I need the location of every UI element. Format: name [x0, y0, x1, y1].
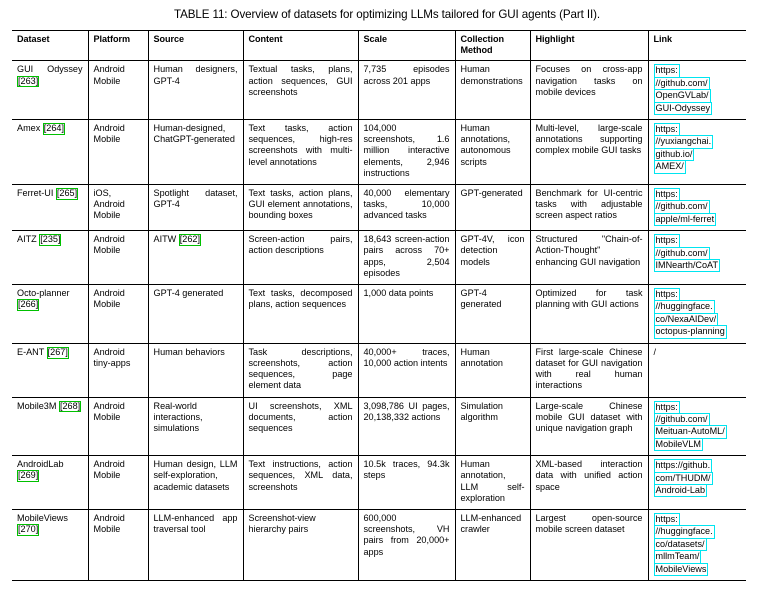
- cell-scale: 1,000 data points: [358, 285, 455, 344]
- cell-platform: Android Mobile: [88, 456, 148, 510]
- cell-platform: Android Mobile: [88, 120, 148, 185]
- dataset-link[interactable]: Android-Lab: [654, 484, 708, 497]
- cell-dataset: [12, 397, 88, 456]
- dataset-link[interactable]: //github.com/: [654, 200, 710, 213]
- cell-link: [648, 397, 746, 456]
- cell-highlight: First large-scale Chinese dataset for GUI navigation with real human interactions: [530, 343, 648, 397]
- cell-scale: 7,735 episodes across 201 apps: [358, 61, 455, 120]
- cell-link: [648, 456, 746, 510]
- citation-reference[interactable]: [263]: [18, 75, 39, 86]
- cell-highlight: Multi-level, large-scale annotations supporting complex mobile GUI tasks: [530, 120, 648, 185]
- cell-collection-method: GPT-4V, icon detection models: [455, 231, 530, 285]
- cell-link: [648, 285, 746, 344]
- dataset-link[interactable]: GUI-Odyssey: [654, 102, 713, 115]
- citation-reference[interactable]: [264]: [43, 123, 65, 134]
- citation-reference[interactable]: [266]: [18, 299, 39, 310]
- dataset-link[interactable]: MobileViews: [654, 563, 709, 576]
- column-header-highlight: Highlight: [530, 31, 648, 61]
- cell-scale: 18,643 screen-action pairs across 70+ apps, 2,504 episodes: [358, 231, 455, 285]
- cell-collection-method: Human annotation, LLM self-exploration: [455, 456, 530, 510]
- citation-reference[interactable]: [265]: [56, 188, 78, 199]
- cell-dataset: [12, 185, 88, 231]
- dataset-link[interactable]: https:: [654, 401, 680, 414]
- dataset-link[interactable]: mllmTeam/: [654, 550, 702, 563]
- cell-content: Text tasks, action sequences, high-res screenshots with multi-level annotations: [243, 120, 358, 185]
- dataset-name: Octo-planner: [17, 288, 70, 299]
- citation-reference[interactable]: [262]: [179, 234, 200, 245]
- cell-scale: 40,000+ traces, 10,000 action intents: [358, 343, 455, 397]
- cell-source: Human design, LLM self-exploration, academic datasets: [148, 456, 243, 510]
- table-row: [12, 397, 746, 456]
- dataset-link[interactable]: //huggingface.: [654, 525, 715, 538]
- datasets-table: [12, 30, 746, 581]
- dataset-name: MobileViews: [17, 512, 68, 523]
- cell-collection-method: Human annotations, autonomous scripts: [455, 120, 530, 185]
- cell-source: Spotlight dataset, GPT-4: [148, 185, 243, 231]
- table-row: [12, 120, 746, 185]
- cell-content: Screen-action pairs, action descriptions: [243, 231, 358, 285]
- dataset-link[interactable]: https:: [654, 123, 680, 136]
- cell-scale: 40,000 elementary tasks, 10,000 advanced tasks: [358, 185, 455, 231]
- cell-content: Text tasks, action plans, GUI element annotations, bounding boxes: [243, 185, 358, 231]
- table-container: [12, 30, 746, 581]
- cell-highlight: Large-scale Chinese mobile GUI dataset with unique navigation graph: [530, 397, 648, 456]
- dataset-link[interactable]: MobileVLM: [654, 438, 704, 451]
- table-header: [12, 31, 746, 61]
- table-row: [12, 509, 746, 580]
- cell-source: LLM-enhanced app traversal tool: [148, 509, 243, 580]
- cell-scale: 600,000 screenshots, VH pairs from 20,000+ apps: [358, 509, 455, 580]
- dataset-link[interactable]: https:: [654, 234, 680, 247]
- citation-reference[interactable]: [269]: [18, 470, 39, 481]
- cell-dataset: [12, 456, 88, 510]
- cell-collection-method: LLM-enhanced crawler: [455, 509, 530, 580]
- column-header-platform: Platform: [88, 31, 148, 61]
- cell-platform: Android Mobile: [88, 231, 148, 285]
- dataset-link[interactable]: https://github.: [654, 459, 713, 472]
- table-row: [12, 343, 746, 397]
- dataset-link[interactable]: Meituan-AutoML/: [654, 425, 727, 438]
- cell-link: [648, 231, 746, 285]
- column-header-source: Source: [148, 31, 243, 61]
- citation-reference[interactable]: [268]: [59, 400, 81, 411]
- cell-source: [148, 231, 243, 285]
- table-row: [12, 185, 746, 231]
- dataset-name: Mobile3M: [17, 400, 57, 411]
- cell-platform: Android tiny-apps: [88, 343, 148, 397]
- dataset-link[interactable]: //huggingface.: [654, 300, 715, 313]
- dataset-name: Ferret-UI: [17, 188, 54, 199]
- column-header-dataset: Dataset: [17, 34, 50, 44]
- dataset-link[interactable]: co/NexaAIDev/: [654, 313, 719, 326]
- column-header-scale: Scale: [358, 31, 455, 61]
- table-caption: TABLE 11: Overview of datasets for optimizing LLMs tailored for GUI agents (Part II).: [173, 8, 600, 21]
- dataset-link[interactable]: https:: [654, 64, 680, 77]
- dataset-link[interactable]: com/THUDM/: [654, 472, 713, 485]
- cell-content: Text tasks, decomposed plans, action sequences: [243, 285, 358, 344]
- table-row: [12, 456, 746, 510]
- dataset-link[interactable]: github.io/: [654, 148, 695, 161]
- cell-link: [648, 61, 746, 120]
- dataset-name: Amex: [17, 123, 41, 134]
- cell-platform: Android Mobile: [88, 509, 148, 580]
- cell-source: Human behaviors: [148, 343, 243, 397]
- cell-dataset: [12, 509, 88, 580]
- cell-source: Real-world interactions, simulations: [148, 397, 243, 456]
- dataset-name: AITZ: [17, 234, 37, 245]
- dataset-link[interactable]: co/datasets/: [654, 538, 707, 551]
- dataset-link[interactable]: AMEX/: [654, 160, 686, 173]
- cell-platform: Android Mobile: [88, 397, 148, 456]
- table-body: [12, 61, 746, 581]
- dataset-link[interactable]: https:: [654, 188, 680, 201]
- dataset-name: GUI Odyssey: [17, 64, 83, 75]
- cell-content: Screenshot-view hierarchy pairs: [243, 509, 358, 580]
- cell-highlight: Benchmark for UI-centric tasks with adjustable screen aspect ratios: [530, 185, 648, 231]
- source-name: AITW: [153, 234, 177, 245]
- cell-dataset: [12, 61, 88, 120]
- table-row: [12, 61, 746, 120]
- dataset-name: E-ANT: [17, 346, 45, 357]
- cell-source: GPT-4 generated: [148, 285, 243, 344]
- dataset-link[interactable]: //github.com/: [654, 77, 710, 90]
- cell-scale: 104,000 screenshots, 1.6 million interactive elements, 2,946 instructions: [358, 120, 455, 185]
- cell-platform: Android Mobile: [88, 285, 148, 344]
- dataset-link[interactable]: //yuxiangchai.: [654, 135, 714, 148]
- cell-highlight: Structured "Chain-of-Action-Thought" enhancing GUI navigation: [530, 231, 648, 285]
- cell-content: Text instructions, action sequences, XML data, screenshots: [243, 456, 358, 510]
- cell-collection-method: GPT-4 generated: [455, 285, 530, 344]
- cell-content: Textual tasks, plans, action sequences, GUI screenshots: [243, 61, 358, 120]
- cell-collection-method: Human annotation: [455, 343, 530, 397]
- cell-collection-method: Human demonstrations: [455, 61, 530, 120]
- cell-scale: 10.5k traces, 94.3k steps: [358, 456, 455, 510]
- dataset-link[interactable]: octopus-planning: [654, 325, 727, 338]
- dataset-link[interactable]: IMNearth/CoAT: [654, 259, 721, 272]
- citation-reference[interactable]: [235]: [40, 234, 61, 245]
- dataset-link[interactable]: https:: [654, 513, 680, 526]
- column-header-content: Content: [243, 31, 358, 61]
- cell-platform: Android Mobile: [88, 61, 148, 120]
- cell-content: UI screenshots, XML documents, action sequences: [243, 397, 358, 456]
- cell-link: [648, 185, 746, 231]
- cell-dataset: [12, 285, 88, 344]
- cell-highlight: XML-based interaction data with unified action space: [530, 456, 648, 510]
- header-row: [12, 31, 746, 61]
- cell-highlight: Largest open-source mobile screen dataset: [530, 509, 648, 580]
- cell-dataset: [12, 120, 88, 185]
- cell-link: [648, 343, 746, 397]
- cell-highlight: Focuses on cross-app navigation tasks on mobile devices: [530, 61, 648, 120]
- cell-source: Human designers, GPT-4: [148, 61, 243, 120]
- column-header-collection-method: Collection Method: [455, 31, 530, 61]
- cell-collection-method: Simulation algorithm: [455, 397, 530, 456]
- cell-link: [648, 509, 746, 580]
- cell-collection-method: GPT-generated: [455, 185, 530, 231]
- column-header-link: Link: [648, 31, 746, 61]
- cell-highlight: Optimized for task planning with GUI actions: [530, 285, 648, 344]
- cell-dataset: [12, 231, 88, 285]
- table-row: [12, 231, 746, 285]
- dataset-name: AndroidLab: [17, 459, 64, 470]
- table-row: [12, 285, 746, 344]
- cell-dataset: [12, 343, 88, 397]
- dataset-link-placeholder: /: [653, 346, 657, 357]
- dataset-link[interactable]: https:: [654, 288, 680, 301]
- cell-platform: iOS, Android Mobile: [88, 185, 148, 231]
- cell-scale: 3,098,786 UI pages, 20,138,332 actions: [358, 397, 455, 456]
- dataset-link[interactable]: apple/ml-ferret: [654, 213, 717, 226]
- cell-link: [648, 120, 746, 185]
- citation-reference[interactable]: [267]: [47, 346, 68, 357]
- cell-source: Human-designed, ChatGPT-generated: [148, 120, 243, 185]
- cell-content: Task descriptions, screenshots, action sequences, page element data: [243, 343, 358, 397]
- dataset-link[interactable]: //github.com/: [654, 413, 710, 426]
- dataset-link[interactable]: OpenGVLab/: [654, 89, 711, 102]
- dataset-link[interactable]: //github.com/: [654, 247, 710, 260]
- citation-reference[interactable]: [270]: [18, 524, 39, 535]
